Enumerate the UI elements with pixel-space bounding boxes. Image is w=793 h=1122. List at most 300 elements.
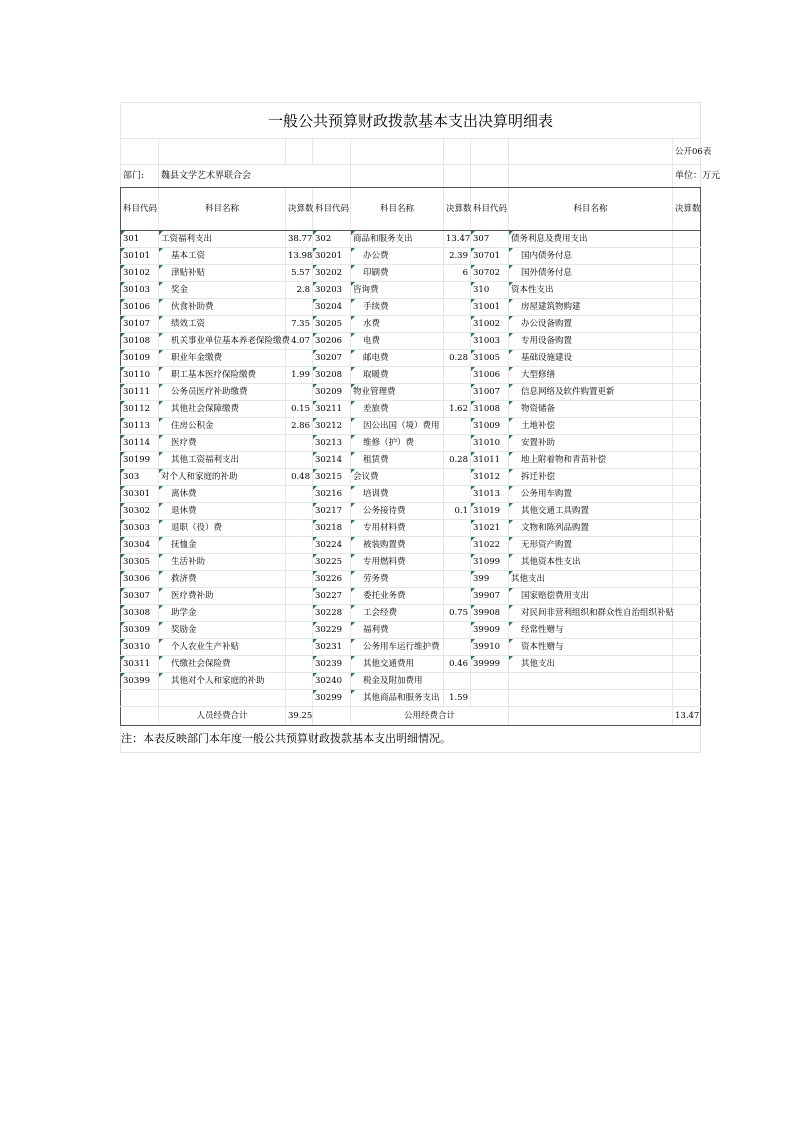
item-amount [673,248,701,265]
item-name: 其他社会保障缴费 [159,401,286,418]
item-code: 30204 [313,299,351,316]
item-name: 物资储备 [509,401,673,418]
item-amount [673,384,701,401]
item-name: 职工基本医疗保险缴费 [159,367,286,384]
item-code: 30209 [313,384,351,401]
item-amount [673,639,701,656]
item-amount: 5.57 [286,265,313,282]
item-name: 房屋建筑物购建 [509,299,673,316]
item-code [121,690,159,707]
item-code: 30205 [313,316,351,333]
item-code: 30310 [121,639,159,656]
item-name: 其他工资福利支出 [159,452,286,469]
item-name: 信息网络及软件购置更新 [509,384,673,401]
item-amount [286,452,313,469]
item-amount [673,656,701,673]
item-name: 对个人和家庭的补助 [159,469,286,486]
item-name: 委托业务费 [351,588,444,605]
item-name: 资本性赠与 [509,639,673,656]
item-amount: 0.48 [286,469,313,486]
item-name: 离休费 [159,486,286,503]
item-name: 邮电费 [351,350,444,367]
table-row [121,537,701,554]
table-row [121,265,701,282]
item-amount [673,605,701,622]
table-row [121,639,701,656]
item-name: 税金及附加费用 [351,673,444,690]
item-amount: 0.75 [444,605,471,622]
table-row [121,418,701,435]
item-name: 会议费 [351,469,444,486]
item-amount [444,673,471,690]
item-amount: 1.62 [444,401,471,418]
item-amount [286,503,313,520]
item-code: 30231 [313,639,351,656]
item-code: 30215 [313,469,351,486]
item-amount [286,690,313,707]
item-name: 公务接待费 [351,503,444,520]
table-title: 一般公共预算财政拨款基本支出决算明细表 [121,103,701,139]
item-code: 30208 [313,367,351,384]
unit-label: 单位：万元 [673,165,701,188]
item-amount [673,537,701,554]
table-row [121,588,701,605]
dept-label: 部门: [121,165,159,188]
item-amount [444,299,471,316]
item-code: 30111 [121,384,159,401]
item-amount [286,588,313,605]
item-amount [444,639,471,656]
item-name: 其他商品和服务支出 [351,690,444,707]
item-name: 资本性支出 [509,282,673,299]
item-name: 文物和陈列品购置 [509,520,673,537]
item-code: 30217 [313,503,351,520]
item-amount [286,656,313,673]
item-code: 301 [121,231,159,248]
item-code: 30112 [121,401,159,418]
col-header-code: 科目代码 [471,188,509,231]
item-amount [444,588,471,605]
col-header-name: 科目名称 [351,188,444,231]
item-code: 31002 [471,316,509,333]
item-name: 取暖费 [351,367,444,384]
item-code: 30224 [313,537,351,554]
item-code: 30309 [121,622,159,639]
table-row [121,231,701,248]
item-code: 31019 [471,503,509,520]
table-row [121,333,701,350]
item-name: 劳务费 [351,571,444,588]
item-amount [673,452,701,469]
item-name: 水费 [351,316,444,333]
item-name: 办公费 [351,248,444,265]
item-code: 30307 [121,588,159,605]
item-code: 30306 [121,571,159,588]
item-name: 债务利息及费用支出 [509,231,673,248]
item-amount [286,384,313,401]
item-amount [673,435,701,452]
item-amount [444,384,471,401]
item-amount: 7.35 [286,316,313,333]
item-name: 电费 [351,333,444,350]
item-amount [444,469,471,486]
item-code: 31009 [471,418,509,435]
item-name: 其他资本性支出 [509,554,673,571]
col-header-name: 科目名称 [509,188,673,231]
item-amount [673,265,701,282]
item-code: 399 [471,571,509,588]
item-name: 医疗费补助 [159,588,286,605]
item-name: 维修（护）费 [351,435,444,452]
item-amount [673,350,701,367]
item-amount [673,673,701,690]
item-code: 30225 [313,554,351,571]
item-name: 物业管理费 [351,384,444,401]
col-header-amount: 决算数 [286,188,313,231]
item-code: 30311 [121,656,159,673]
item-amount [286,537,313,554]
item-code: 30229 [313,622,351,639]
item-code: 39999 [471,656,509,673]
item-code: 31001 [471,299,509,316]
item-code: 30212 [313,418,351,435]
item-amount: 0.28 [444,452,471,469]
item-code: 30106 [121,299,159,316]
item-code: 30299 [313,690,351,707]
item-name: 拆迁补偿 [509,469,673,486]
item-amount [444,486,471,503]
item-code: 30218 [313,520,351,537]
item-name: 对民间非营利组织和群众性自治组织补贴 [509,605,673,622]
item-code: 31008 [471,401,509,418]
item-code: 307 [471,231,509,248]
item-code: 30114 [121,435,159,452]
table-row [121,367,701,384]
item-name: 救济费 [159,571,286,588]
item-code: 30211 [313,401,351,418]
item-amount: 1.99 [286,367,313,384]
item-amount: 2.86 [286,418,313,435]
item-code: 30303 [121,520,159,537]
public-total-value: 13.47 [673,707,701,726]
item-code: 30214 [313,452,351,469]
item-name: 公务员医疗补助缴费 [159,384,286,401]
item-name: 福利费 [351,622,444,639]
item-code: 30216 [313,486,351,503]
item-code: 30110 [121,367,159,384]
item-name: 工会经费 [351,605,444,622]
item-name: 机关事业单位基本养老保险缴费 [159,333,286,350]
item-name: 其他对个人和家庭的补助 [159,673,286,690]
item-name: 被装购置费 [351,537,444,554]
item-code: 31011 [471,452,509,469]
item-code: 31099 [471,554,509,571]
item-name: 国内债务付息 [509,248,673,265]
item-code [471,673,509,690]
item-code: 30301 [121,486,159,503]
table-row [121,316,701,333]
table-row [121,469,701,486]
item-name: 其他交通工具购置 [509,503,673,520]
item-amount [286,554,313,571]
item-code: 30213 [313,435,351,452]
item-name: 手续费 [351,299,444,316]
item-code: 31003 [471,333,509,350]
item-amount [286,622,313,639]
item-name: 无形资产购置 [509,537,673,554]
item-amount [673,622,701,639]
item-code: 30202 [313,265,351,282]
item-code: 30207 [313,350,351,367]
item-code: 31005 [471,350,509,367]
item-code: 30228 [313,605,351,622]
expenditure-table [120,102,721,753]
item-amount: 38.77 [286,231,313,248]
item-name: 国家赔偿费用支出 [509,588,673,605]
item-code: 30101 [121,248,159,265]
item-amount [673,333,701,350]
item-code: 30302 [121,503,159,520]
item-amount [444,537,471,554]
item-name: 基础设施建设 [509,350,673,367]
item-amount [444,316,471,333]
item-name: 退休费 [159,503,286,520]
item-amount [444,333,471,350]
item-amount [444,367,471,384]
item-name: 其他支出 [509,656,673,673]
item-amount [444,435,471,452]
item-code: 30305 [121,554,159,571]
item-amount [673,503,701,520]
item-name [509,673,673,690]
item-name: 其他支出 [509,571,673,588]
item-code: 39910 [471,639,509,656]
table-row [121,622,701,639]
item-amount [673,486,701,503]
item-amount [673,299,701,316]
item-code [471,690,509,707]
item-name: 大型修缮 [509,367,673,384]
item-code: 30113 [121,418,159,435]
item-amount [673,469,701,486]
item-name: 抚恤金 [159,537,286,554]
item-amount [673,401,701,418]
item-amount [673,588,701,605]
item-amount [444,571,471,588]
item-amount: 0.46 [444,656,471,673]
item-amount [444,622,471,639]
item-amount [444,554,471,571]
table-row [121,282,701,299]
col-header-code: 科目代码 [313,188,351,231]
item-amount [286,639,313,656]
item-name: 其他交通费用 [351,656,444,673]
col-header-name: 科目名称 [159,188,286,231]
footnote: 注：本表反映部门本年度一般公共预算财政拨款基本支出明细情况。 [121,726,701,753]
item-name: 公务用车购置 [509,486,673,503]
table-row [121,452,701,469]
item-code: 30199 [121,452,159,469]
item-code: 30239 [313,656,351,673]
item-name: 租赁费 [351,452,444,469]
item-amount [444,418,471,435]
item-name: 助学金 [159,605,286,622]
item-amount: 13.98 [286,248,313,265]
item-code: 39909 [471,622,509,639]
item-amount [673,520,701,537]
item-name: 奖金 [159,282,286,299]
item-code: 30304 [121,537,159,554]
personnel-total-label: 人员经费合计 [159,707,286,726]
item-name: 专用设备购置 [509,333,673,350]
item-name [159,690,286,707]
item-name: 代缴社会保险费 [159,656,286,673]
table-row [121,605,701,622]
item-name: 安置补助 [509,435,673,452]
item-name: 咨询费 [351,282,444,299]
item-name: 伙食补助费 [159,299,286,316]
item-code: 30308 [121,605,159,622]
table-row [121,248,701,265]
item-amount [286,299,313,316]
table-row [121,350,701,367]
item-amount: 0.1 [444,503,471,520]
item-name: 办公设备购置 [509,316,673,333]
header-row [121,188,701,231]
item-amount: 0.28 [444,350,471,367]
item-name: 奖励金 [159,622,286,639]
item-code: 30240 [313,673,351,690]
item-amount [673,316,701,333]
table-row [121,435,701,452]
item-code: 31021 [471,520,509,537]
item-code: 30102 [121,265,159,282]
item-code: 303 [121,469,159,486]
table-row [121,554,701,571]
public-total-label: 公用经费合计 [351,707,509,726]
item-code: 31012 [471,469,509,486]
personnel-total-value: 39.25 [286,707,313,726]
item-amount: 13.47 [444,231,471,248]
item-amount: 1.59 [444,690,471,707]
item-amount [286,350,313,367]
item-name: 生活补助 [159,554,286,571]
item-code: 30227 [313,588,351,605]
item-amount [444,520,471,537]
item-amount [673,690,701,707]
item-name: 工资福利支出 [159,231,286,248]
item-amount: 4.07 [286,333,313,350]
col-header-amount: 决算数 [444,188,471,231]
item-code: 30226 [313,571,351,588]
table-row [121,503,701,520]
item-amount [286,486,313,503]
item-code: 310 [471,282,509,299]
item-name: 经常性赠与 [509,622,673,639]
item-amount [673,418,701,435]
item-amount [444,282,471,299]
item-name: 退职（役）费 [159,520,286,537]
col-header-code: 科目代码 [121,188,159,231]
item-amount: 6 [444,265,471,282]
table-row [121,486,701,503]
budget-expenditure-sheet [120,102,721,753]
table-row [121,520,701,537]
item-amount [673,282,701,299]
item-name: 国外债务付息 [509,265,673,282]
item-code: 30107 [121,316,159,333]
item-amount [673,571,701,588]
item-code: 30701 [471,248,509,265]
dept-name: 魏县文学艺术界联合会 [159,165,351,188]
item-name: 专用燃料费 [351,554,444,571]
item-name: 因公出国（境）费用 [351,418,444,435]
table-row [121,571,701,588]
item-code: 31022 [471,537,509,554]
item-amount [286,571,313,588]
item-name: 印刷费 [351,265,444,282]
form-number: 公开06表 [673,139,701,165]
item-code: 31013 [471,486,509,503]
item-code: 39908 [471,605,509,622]
totals-row [121,707,701,726]
item-amount [673,367,701,384]
item-code: 30109 [121,350,159,367]
table-row [121,299,701,316]
item-amount: 2.8 [286,282,313,299]
item-code: 39907 [471,588,509,605]
item-code: 30399 [121,673,159,690]
item-code: 30702 [471,265,509,282]
item-name: 津贴补贴 [159,265,286,282]
item-code: 31010 [471,435,509,452]
item-name [509,690,673,707]
item-name: 职业年金缴费 [159,350,286,367]
item-code: 30103 [121,282,159,299]
table-row [121,401,701,418]
item-amount [286,673,313,690]
item-amount: 0.15 [286,401,313,418]
item-code: 302 [313,231,351,248]
item-name: 差旅费 [351,401,444,418]
item-name: 住房公积金 [159,418,286,435]
item-name: 土地补偿 [509,418,673,435]
item-name: 个人农业生产补贴 [159,639,286,656]
item-name: 绩效工资 [159,316,286,333]
item-name: 医疗费 [159,435,286,452]
item-name: 商品和服务支出 [351,231,444,248]
item-amount [673,554,701,571]
item-code: 31007 [471,384,509,401]
item-code: 30108 [121,333,159,350]
item-code: 30206 [313,333,351,350]
item-name: 基本工资 [159,248,286,265]
table-row [121,673,701,690]
item-code: 30203 [313,282,351,299]
item-name: 地上附着物和青苗补偿 [509,452,673,469]
item-name: 专用材料费 [351,520,444,537]
table-row [121,384,701,401]
item-name: 培训费 [351,486,444,503]
item-name: 公务用车运行维护费 [351,639,444,656]
col-header-amount: 决算数 [673,188,701,231]
table-row [121,690,701,707]
item-code: 31006 [471,367,509,384]
table-row [121,656,701,673]
item-code: 30201 [313,248,351,265]
item-amount [286,605,313,622]
item-amount: 2.39 [444,248,471,265]
